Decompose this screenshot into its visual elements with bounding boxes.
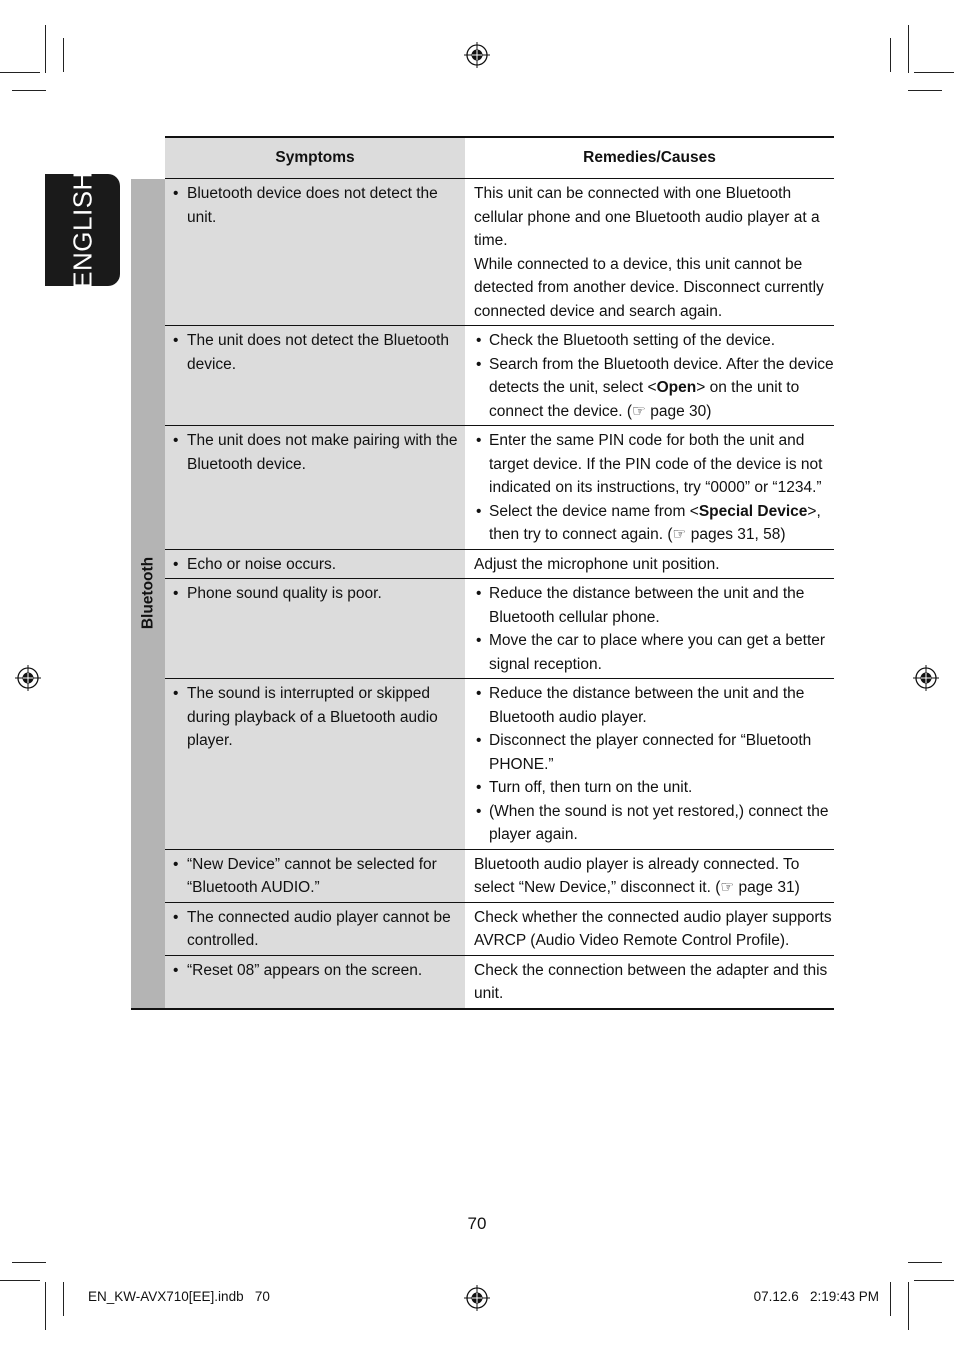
language-tab-label: ENGLISH xyxy=(67,171,97,289)
symptom-cell xyxy=(165,326,465,426)
symptom-text: • The sound is interrupted or skipped during playback of a Bluetooth audio player. xyxy=(171,682,465,753)
remedy-cell xyxy=(465,849,834,902)
language-tab xyxy=(45,171,120,289)
symptom-text: • The unit does not make pairing with the Bluetooth device. xyxy=(171,429,465,476)
remedy-bullet: • Select the device name from <Special Device>, then try to connect again. (☞ pages 31, 58) xyxy=(474,500,834,547)
remedy-bullet: • Disconnect the player connected for “Bluetooth PHONE.” xyxy=(474,729,834,776)
remedy-bullet: • Reduce the distance between the unit and the Bluetooth audio player. xyxy=(474,682,834,729)
table-row xyxy=(131,179,834,326)
remedy-cell xyxy=(465,579,834,679)
remedy-bullet: • Search from the Bluetooth device. After the device detects the unit, select <Open> on the unit to connect the device. (☞ page 30) xyxy=(474,353,834,424)
header-symptoms: Symptoms xyxy=(165,137,465,179)
crop-mark xyxy=(890,38,891,72)
remedy-text: Bluetooth audio player is already connected. To select “New Device,” disconnect it. (☞ page 31) xyxy=(474,855,800,896)
symptom-text: • The unit does not detect the Bluetooth device. xyxy=(171,329,465,376)
crop-mark xyxy=(63,1282,64,1316)
crop-mark xyxy=(12,90,46,91)
crop-mark xyxy=(908,1282,909,1330)
symptom-cell xyxy=(165,179,465,326)
table-row xyxy=(131,679,834,850)
crop-mark xyxy=(45,25,46,73)
crop-mark xyxy=(890,1282,891,1316)
remedy-bullet: • (When the sound is not yet restored,) connect the player again. xyxy=(474,800,834,847)
symptom-cell xyxy=(165,579,465,679)
remedy-text: This unit can be connected with one Bluetooth cellular phone and one Bluetooth audio player at a time. xyxy=(474,185,820,249)
remedy-text: Adjust the microphone unit position. xyxy=(474,555,720,573)
troubleshooting-table xyxy=(131,136,834,1010)
table-row xyxy=(131,426,834,550)
symptom-text: • “New Device” cannot be selected for “Bluetooth AUDIO.” xyxy=(171,853,465,900)
symptom-text: • Bluetooth device does not detect the unit. xyxy=(171,182,465,229)
crop-mark xyxy=(0,72,40,73)
symptom-text: • Phone sound quality is poor. xyxy=(171,582,465,606)
crop-mark xyxy=(908,90,942,91)
category-header-spacer xyxy=(131,137,165,179)
remedy-bullet: • Check the Bluetooth setting of the device. xyxy=(474,329,834,353)
registration-mark-icon xyxy=(15,665,41,691)
table-row xyxy=(131,549,834,579)
remedy-text: Check whether the connected audio player supports AVRCP (Audio Video Remote Control Profile). xyxy=(474,908,832,949)
remedy-bullet: • Enter the same PIN code for both the unit and target device. If the PIN code of the device is not indicated on its instructions, try “0000” or “1234.” xyxy=(474,429,834,500)
remedy-bullet: • Reduce the distance between the unit and the Bluetooth cellular phone. xyxy=(474,582,834,629)
remedy-text: While connected to a device, this unit cannot be detected from another device. Disconnect currently connected device and search again. xyxy=(474,255,824,320)
remedy-cell xyxy=(465,549,834,579)
remedy-cell xyxy=(465,179,834,326)
remedy-cell xyxy=(465,679,834,850)
category-label: Bluetooth xyxy=(139,556,157,630)
crop-mark xyxy=(908,1262,942,1263)
symptom-cell xyxy=(165,849,465,902)
remedy-bullet: • Turn off, then turn on the unit. xyxy=(474,776,834,800)
registration-mark-icon xyxy=(464,1285,490,1311)
symptom-cell xyxy=(165,679,465,850)
table-row xyxy=(131,579,834,679)
crop-mark xyxy=(45,1282,46,1330)
registration-mark-icon xyxy=(464,42,490,68)
crop-mark xyxy=(63,38,64,72)
symptom-text: • Echo or noise occurs. xyxy=(171,553,465,577)
table-row xyxy=(131,326,834,426)
crop-mark xyxy=(914,1280,954,1281)
registration-mark-icon xyxy=(913,665,939,691)
crop-mark xyxy=(908,25,909,73)
crop-mark xyxy=(12,1262,46,1263)
remedy-bullet: • Move the car to place where you can get a better signal reception. xyxy=(474,629,834,676)
table-row xyxy=(131,849,834,902)
remedy-cell xyxy=(465,426,834,550)
remedy-text: Check the connection between the adapter and this unit. xyxy=(474,961,828,1002)
footer-timestamp: 07.12.6 2:19:43 PM xyxy=(753,1289,879,1304)
table-row xyxy=(131,955,834,1009)
crop-mark xyxy=(914,72,954,73)
symptom-cell xyxy=(165,902,465,955)
footer-file-info: EN_KW-AVX710[EE].indb 70 xyxy=(88,1289,270,1304)
symptom-cell xyxy=(165,549,465,579)
symptom-text: • “Reset 08” appears on the screen. xyxy=(171,959,465,983)
header-remedies: Remedies/Causes xyxy=(465,137,834,179)
symptom-cell xyxy=(165,955,465,1009)
remedy-cell xyxy=(465,902,834,955)
remedy-cell xyxy=(465,326,834,426)
symptom-text: • The connected audio player cannot be controlled. xyxy=(171,906,465,953)
crop-mark xyxy=(0,1280,40,1281)
category-cell xyxy=(131,179,165,1009)
remedy-cell xyxy=(465,955,834,1009)
symptom-cell xyxy=(165,426,465,550)
page-number: 70 xyxy=(467,1214,487,1233)
table-row xyxy=(131,902,834,955)
